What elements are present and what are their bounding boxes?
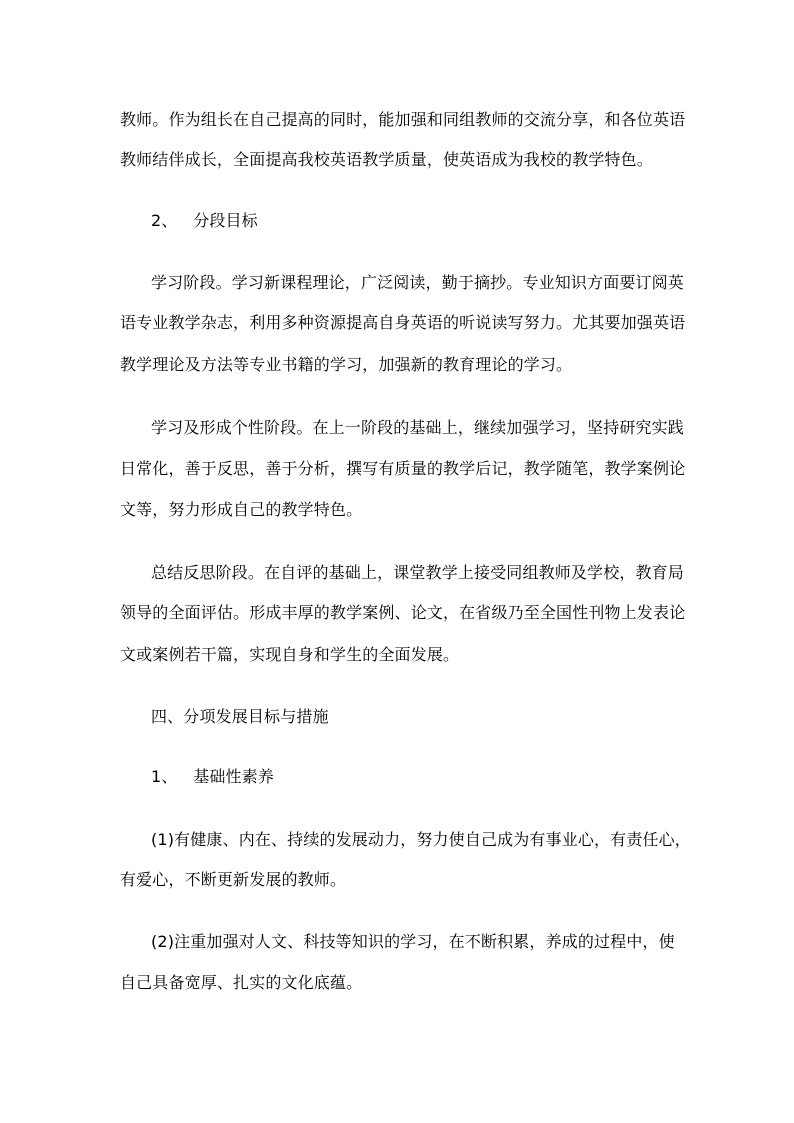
section-heading: 四、分项发展目标与措施: [151, 707, 329, 726]
paragraph-line: 学习及形成个性阶段。在上一阶段的基础上，继续加强学习，坚持研究实践: [151, 418, 684, 437]
paragraph-line: 语专业教学杂志，利用多种资源提高自身英语的听说读写努力。尤其要加强英语: [120, 313, 686, 332]
list-item-line: (1)有健康、内在、持续的发展动力，努力使自己成为有事业心，有责任心，: [151, 830, 691, 849]
list-item-line: 自己具备宽厚、扎实的文化底蕴。: [120, 973, 363, 992]
paragraph-line: 教学理论及方法等专业书籍的学习，加强新的教育理论的学习。: [120, 355, 573, 374]
paragraph-line: 文或案例若干篇，实现自身和学生的全面发展。: [120, 645, 460, 664]
paragraph-line: 总结反思阶段。在自评的基础上，课堂教学上接受同组教师及学校，教育局: [151, 563, 684, 582]
paragraph-line: 教师结伴成长，全面提高我校英语教学质量，使英语成为我校的教学特色。: [120, 150, 653, 169]
paragraph-line: 日常化，善于反思，善于分析，撰写有质量的教学后记，教学随笔，教学案例论: [120, 459, 686, 478]
paragraph-line: 学习阶段。学习新课程理论，广泛阅读，勤于摘抄。专业知识方面要订阅英: [151, 273, 684, 292]
paragraph-line: 文等，努力形成自己的教学特色。: [120, 500, 363, 519]
section-heading: 2、 分段目标: [151, 211, 258, 230]
paragraph-line: 教师。作为组长在自己提高的同时，能加强和同组教师的交流分享，和各位英语: [120, 110, 686, 129]
list-item-line: (2)注重加强对人文、科技等知识的学习，在不断积累，养成的过程中，使: [151, 932, 675, 951]
paragraph-line: 领导的全面评估。形成丰厚的教学案例、论文，在省级乃至全国性刊物上发表论: [120, 603, 686, 622]
subsection-heading: 1、 基础性素养: [151, 767, 274, 786]
list-item-line: 有爱心，不断更新发展的教师。: [120, 870, 347, 889]
